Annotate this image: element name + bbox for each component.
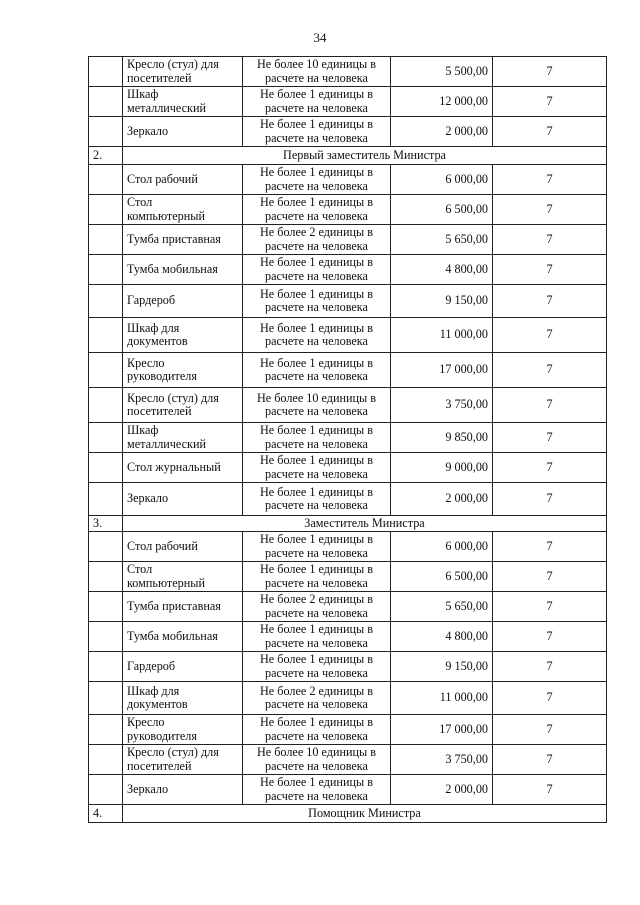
table-row [89,255,607,285]
item-term: 7 [493,423,607,453]
section-row [89,805,607,823]
item-price: 11 000,00 [391,318,493,353]
table-row [89,318,607,353]
item-norm: Не более 1 единицы в расчете на человека [243,423,391,453]
item-name: Тумба мобильная [123,255,243,285]
row-number-cell [89,562,123,592]
furniture-norms-table [88,56,607,823]
item-norm: Не более 1 единицы в расчете на человека [243,532,391,562]
item-norm: Не более 10 единицы в расчете на человека [243,57,391,87]
item-price: 4 800,00 [391,255,493,285]
item-term: 7 [493,532,607,562]
item-name: Стол компьютерный [123,195,243,225]
table-row [89,285,607,318]
item-term: 7 [493,225,607,255]
table-row [89,117,607,147]
table-row [89,652,607,682]
row-number-cell [89,532,123,562]
item-price: 6 500,00 [391,195,493,225]
table-row [89,57,607,87]
item-name: Зеркало [123,775,243,805]
table-row [89,562,607,592]
table-row [89,195,607,225]
item-term: 7 [493,57,607,87]
item-price: 6 000,00 [391,532,493,562]
item-norm: Не более 1 единицы в расчете на человека [243,285,391,318]
table-row [89,225,607,255]
item-term: 7 [493,562,607,592]
item-name: Зеркало [123,483,243,516]
row-number-cell [89,423,123,453]
item-price: 11 000,00 [391,682,493,715]
table-row [89,453,607,483]
item-norm: Не более 1 единицы в расчете на человека [243,562,391,592]
item-name: Кресло (стул) для посетителей [123,745,243,775]
table-row [89,165,607,195]
item-name: Шкаф для документов [123,318,243,353]
item-price: 6 500,00 [391,562,493,592]
item-norm: Не более 1 единицы в расчете на человека [243,318,391,353]
item-name: Стол компьютерный [123,562,243,592]
item-name: Кресло руководителя [123,353,243,388]
item-norm: Не более 2 единицы в расчете на человека [243,592,391,622]
item-term: 7 [493,255,607,285]
table-row [89,682,607,715]
item-name: Тумба мобильная [123,622,243,652]
row-number-cell [89,715,123,745]
item-price: 2 000,00 [391,117,493,147]
item-norm: Не более 1 единицы в расчете на человека [243,715,391,745]
item-name: Стол рабочий [123,532,243,562]
item-name: Стол рабочий [123,165,243,195]
item-norm: Не более 1 единицы в расчете на человека [243,453,391,483]
item-price: 17 000,00 [391,715,493,745]
row-number-cell [89,592,123,622]
section-number: 3. [89,516,123,532]
item-price: 2 000,00 [391,775,493,805]
item-price: 4 800,00 [391,622,493,652]
item-name: Гардероб [123,652,243,682]
item-term: 7 [493,453,607,483]
item-term: 7 [493,87,607,117]
item-norm: Не более 10 единицы в расчете на человека [243,745,391,775]
row-number-cell [89,165,123,195]
item-name: Зеркало [123,117,243,147]
item-term: 7 [493,652,607,682]
section-number: 4. [89,805,123,823]
item-price: 9 000,00 [391,453,493,483]
section-title: Заместитель Министра [123,516,607,532]
item-norm: Не более 1 единицы в расчете на человека [243,775,391,805]
item-name: Шкаф для документов [123,682,243,715]
item-name: Кресло (стул) для посетителей [123,57,243,87]
row-number-cell [89,225,123,255]
table-row [89,622,607,652]
item-term: 7 [493,775,607,805]
item-term: 7 [493,195,607,225]
row-number-cell [89,682,123,715]
section-row [89,516,607,532]
row-number-cell [89,388,123,423]
row-number-cell [89,483,123,516]
item-price: 3 750,00 [391,388,493,423]
item-norm: Не более 10 единицы в расчете на человека [243,388,391,423]
item-term: 7 [493,592,607,622]
item-price: 2 000,00 [391,483,493,516]
item-norm: Не более 1 единицы в расчете на человека [243,622,391,652]
item-name: Шкаф металлический [123,423,243,453]
item-name: Кресло руководителя [123,715,243,745]
item-price: 5 500,00 [391,57,493,87]
item-norm: Не более 1 единицы в расчете на человека [243,195,391,225]
item-norm: Не более 1 единицы в расчете на человека [243,353,391,388]
row-number-cell [89,353,123,388]
item-norm: Не более 1 единицы в расчете на человека [243,652,391,682]
row-number-cell [89,87,123,117]
item-price: 5 650,00 [391,225,493,255]
item-term: 7 [493,715,607,745]
item-price: 12 000,00 [391,87,493,117]
item-term: 7 [493,318,607,353]
table-body [89,57,607,823]
item-price: 5 650,00 [391,592,493,622]
item-price: 17 000,00 [391,353,493,388]
section-number: 2. [89,147,123,165]
row-number-cell [89,453,123,483]
item-price: 3 750,00 [391,745,493,775]
item-price: 9 150,00 [391,652,493,682]
row-number-cell [89,318,123,353]
row-number-cell [89,117,123,147]
table-row [89,353,607,388]
table-row [89,532,607,562]
item-term: 7 [493,622,607,652]
row-number-cell [89,255,123,285]
item-norm: Не более 1 единицы в расчете на человека [243,117,391,147]
item-norm: Не более 1 единицы в расчете на человека [243,165,391,195]
row-number-cell [89,622,123,652]
item-term: 7 [493,483,607,516]
row-number-cell [89,652,123,682]
item-name: Кресло (стул) для посетителей [123,388,243,423]
table-row [89,423,607,453]
item-term: 7 [493,117,607,147]
row-number-cell [89,195,123,225]
item-term: 7 [493,353,607,388]
table-row [89,388,607,423]
section-title: Помощник Министра [123,805,607,823]
table-row [89,592,607,622]
item-price: 9 150,00 [391,285,493,318]
section-title: Первый заместитель Министра [123,147,607,165]
table-row [89,715,607,745]
page-number: 34 [313,30,327,45]
item-norm: Не более 1 единицы в расчете на человека [243,483,391,516]
item-norm: Не более 1 единицы в расчете на человека [243,255,391,285]
item-price: 6 000,00 [391,165,493,195]
item-name: Тумба приставная [123,225,243,255]
row-number-cell [89,745,123,775]
item-term: 7 [493,388,607,423]
item-name: Шкаф металлический [123,87,243,117]
item-name: Стол журнальный [123,453,243,483]
item-name: Гардероб [123,285,243,318]
table-row [89,87,607,117]
item-term: 7 [493,165,607,195]
item-norm: Не более 2 единицы в расчете на человека [243,682,391,715]
row-number-cell [89,775,123,805]
table-row [89,483,607,516]
item-term: 7 [493,285,607,318]
item-price: 9 850,00 [391,423,493,453]
table-row [89,775,607,805]
row-number-cell [89,57,123,87]
item-norm: Не более 1 единицы в расчете на человека [243,87,391,117]
section-row [89,147,607,165]
item-term: 7 [493,682,607,715]
item-term: 7 [493,745,607,775]
item-norm: Не более 2 единицы в расчете на человека [243,225,391,255]
table-row [89,745,607,775]
row-number-cell [89,285,123,318]
item-name: Тумба приставная [123,592,243,622]
